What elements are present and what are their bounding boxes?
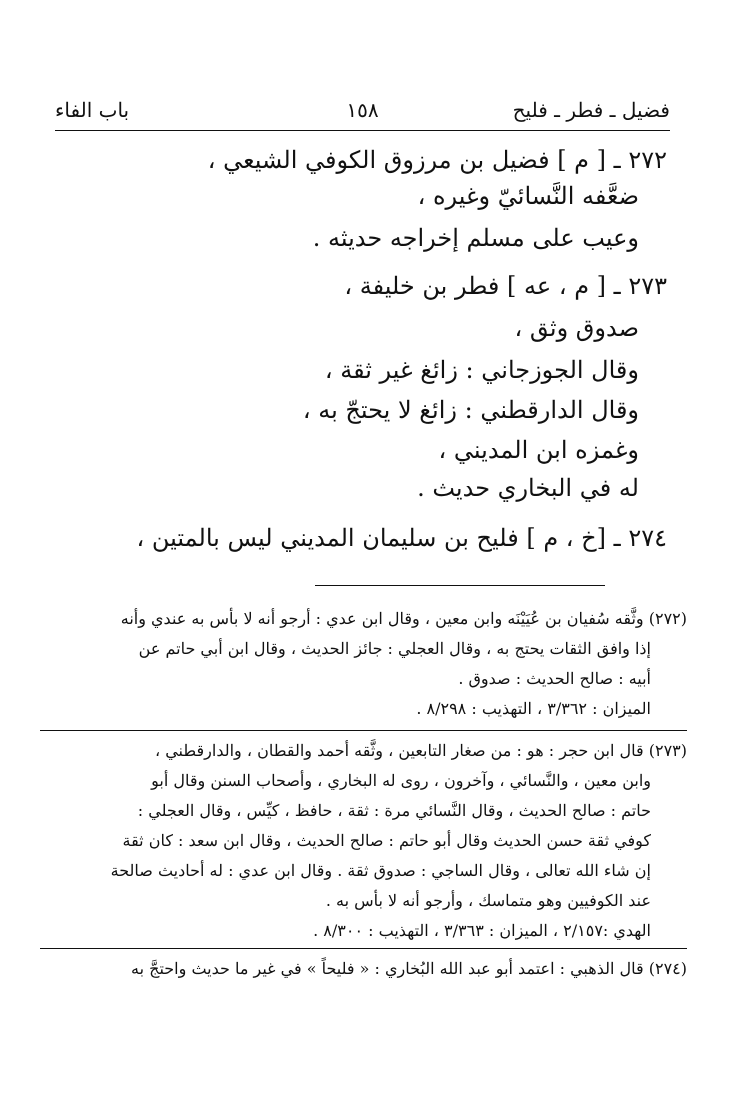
footnote-272-line-4: الميزان : ٣/٣٦٢ ، التهذيب : ٨/٢٩٨ .: [416, 699, 651, 718]
footnote-273-line-6: عند الكوفيين وهو متماسك ، وأرجو أنه لا بأس به .: [325, 891, 651, 910]
page-number: ١٥٨: [346, 98, 379, 122]
footnote-273-line-1: (٢٧٣) قال ابن حجر : هو : من صغار التابعين ، وثَّقه أحمد والقطان ، والدارقطني ،: [154, 741, 687, 760]
entry-273-line-4: وقال الدارقطني : زائغ لا يحتجّ به ،: [302, 396, 639, 424]
entry-273-line-6: له في البخاري حديث .: [417, 474, 639, 502]
entry-272-line-3: وعيب على مسلم إخراجه حديثه .: [312, 224, 639, 252]
entry-273-line-2: صدوق وثق ،: [514, 314, 639, 342]
footnote-273-line-7: الهدي :٢/١٥٧ ، الميزان : ٣/٣٦٣ ، التهذيب : ٨/٣٠٠ .: [313, 921, 651, 940]
footnote-274-line-1: (٢٧٤) قال الذهبي : اعتمد أبو عبد الله البُخاري : « فليحاً » في غير ما حديث واحتجَّ به: [131, 959, 687, 978]
entry-273-line-1: ٢٧٣ ـ [ م ، عه ] فطر بن خليفة ،: [344, 272, 667, 300]
footnote-divider: [40, 730, 687, 731]
entry-272-line-1: ٢٧٢ ـ [ م ] فضيل بن مرزوق الكوفي الشيعي ،: [207, 146, 667, 174]
footnote-273-line-2: وابن معين ، والنَّسائي ، وآخرون ، روى له البخاري ، وأصحاب السنن وقال أبو: [151, 771, 651, 790]
entry-273-line-3: وقال الجوزجاني : زائغ غير ثقة ،: [324, 356, 639, 384]
footnote-273-line-5: إن شاء الله تعالى ، وقال الساجي : صدوق ثقة . وقال ابن عدي : له أحاديث صالحة: [110, 861, 651, 880]
footnote-272-line-1: (٢٧٢) وثَّقه سُفيان بن عُيَيْنَه وابن معين ، وقال ابن عدي : أرجو أنه لا بأس به عندي وأنه: [120, 609, 687, 628]
footnote-divider: [40, 948, 687, 949]
entry-274-line-1: ٢٧٤ ـ [خ ، م ] فليح بن سليمان المديني ليس بالمتين ،: [136, 524, 667, 552]
running-header: [55, 96, 670, 131]
entry-273-line-5: وغمزه ابن المديني ،: [438, 436, 639, 464]
header-entry-names: فضيل ـ فطر ـ فليح: [512, 98, 670, 122]
footnote-272-line-2: إذا وافق الثقات يحتج به ، وقال العجلي : جائز الحديث ، وقال ابن أبي حاتم عن: [138, 639, 651, 658]
footnote-272-line-3: أبيه : صالح الحديث : صدوق .: [458, 669, 651, 688]
footnote-273-line-3: حاتم : صالح الحديث ، وقال النَّسائي مرة : ثقة ، حافظ ، كيِّس ، وقال العجلي :: [137, 801, 651, 820]
footnote-separator: [315, 585, 605, 586]
header-section-title: باب الفاء: [55, 98, 130, 122]
footnote-273-line-4: كوفي ثقة حسن الحديث وقال أبو حاتم : صالح الحديث ، وقال ابن سعد : كان ثقة: [122, 831, 651, 850]
entry-272-line-2: ضعَّفه النَّسائيّ وغيره ،: [417, 182, 639, 210]
